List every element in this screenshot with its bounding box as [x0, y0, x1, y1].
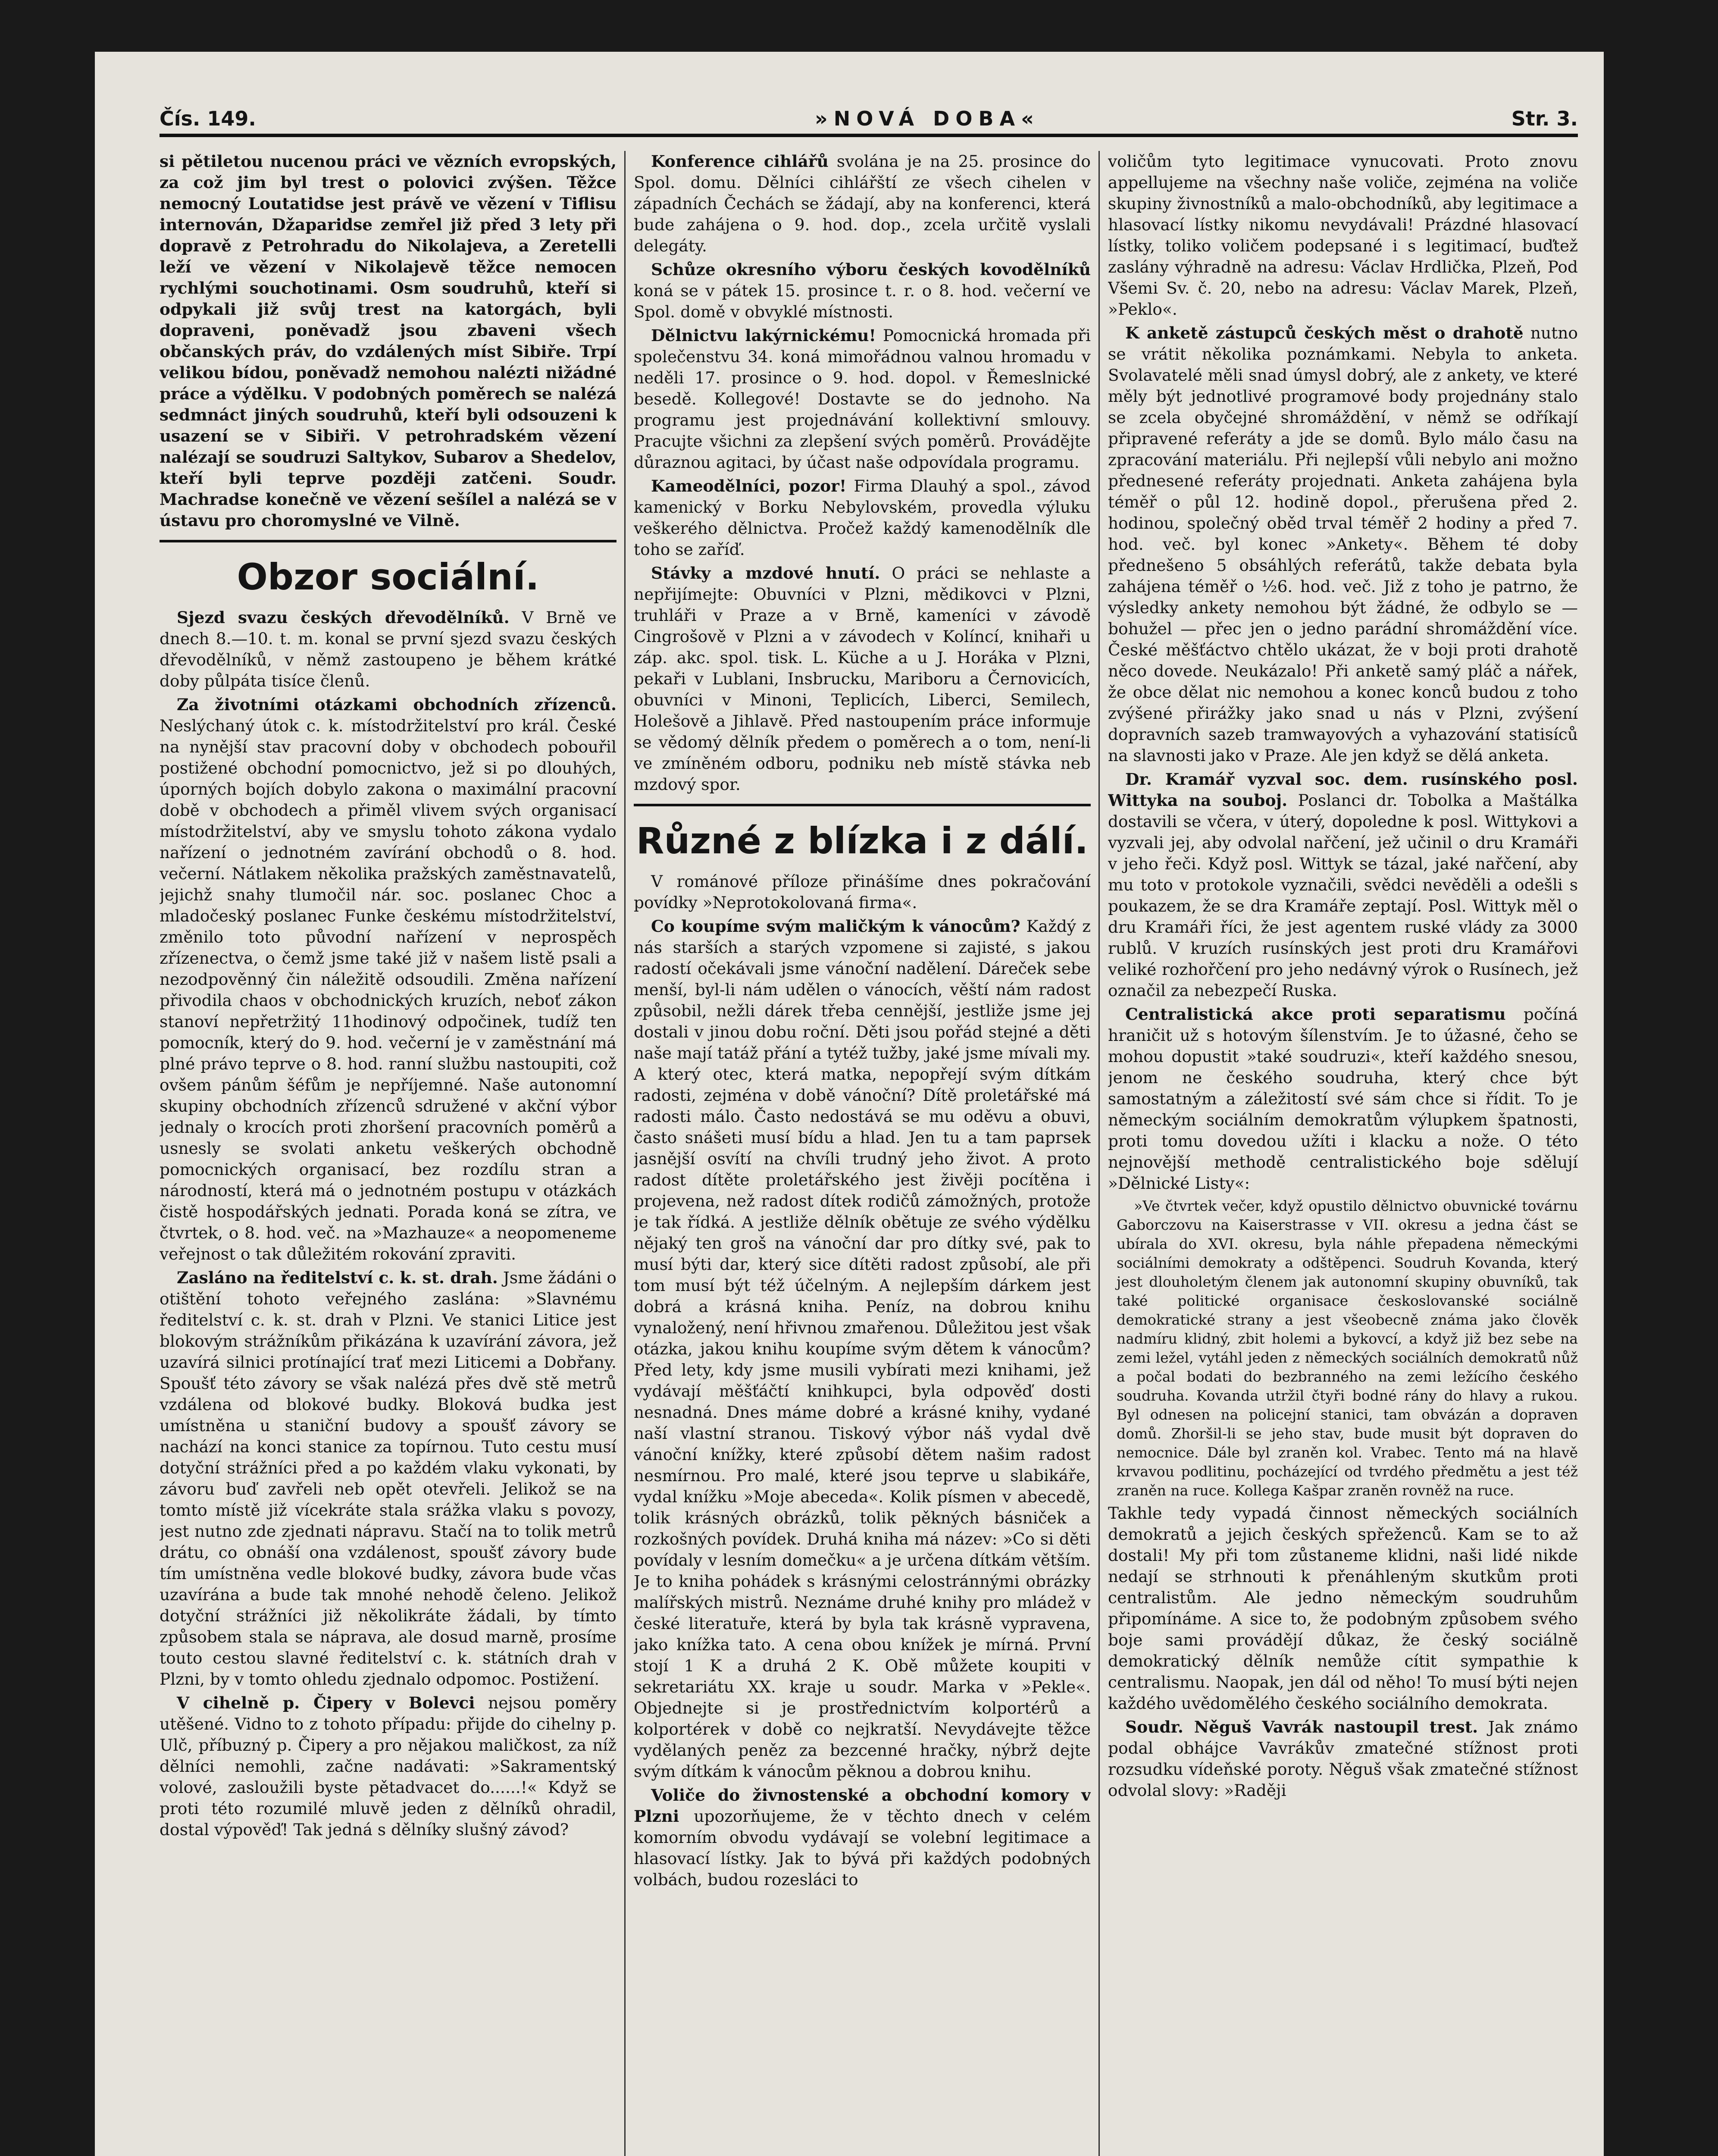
article-paragraph	[160, 1692, 616, 1840]
article-paragraph	[160, 1267, 616, 1690]
article-text: Jsme žádáni o otištění tohoto veřejného zaslána: »Slavnému ředitelství c. k. st. drah v Plzni. Ve stanici Litice jest blokovým strážníkům přikázána k uzavírání závora, jež uzavírá silnici protínající trať mezi Liticemi a Dobřany. Spoušť této závory se však nalézá přes dvě stě metrů vzdálena od blokové budky. Bloková budka jest umístněna u staniční budovy a spoušť závory se nachází na konci stanice za topírnou. Tuto cestu musí dotyční strážníci před a po každém vlaku vykonati, by závoru buď zavřeli neb opět otevřeli. Jelikož se na tomto místě již vícekráte stala srážka vlaku s povozy, jest nutno zde zjednati nápravu. Stačí na to tolik metrů drátu, co obnáší ona vzdálenost, spoušť závory bude tím umístněna vedle blokové budky, závora bude včas uzavírána a bude tak mnohé nehodě čeleno. Jelikož dotyční strážníci již několikráte žádali, by tímto způsobem stala se náprava, ale dosud marně, prosíme touto cestou slavné ředitelství c. k. státních drah v Plzni, by v tomto ohledu zjednalo odpomoc. Postižení.	[160, 1268, 616, 1689]
page-number: Str. 3.	[1511, 107, 1578, 130]
article-headline: Co koupíme svým maličkým k vánocům?	[651, 917, 1020, 936]
article-text: Firma Dlauhý a spol., závod kamenický v Borku Nebylovském, provedla výluku veškerého dělnictva. Pročež každý kamenodělník dle toho se zaříď.	[634, 476, 1091, 559]
article-paragraph	[634, 476, 1091, 560]
article-paragraph	[634, 151, 1091, 257]
article-text: Jak známo podal obhájce Vavrákův zmatečné stížnost proti rozsudku vídeňské poroty. Něguš však zmatečné stížnost odvolal slovy: »Raději	[1108, 1717, 1578, 1800]
article-paragraph	[634, 259, 1091, 323]
article-paragraph	[1108, 1717, 1578, 1801]
article-paragraph	[634, 325, 1091, 473]
article-paragraph	[634, 916, 1091, 1782]
column-divider	[624, 151, 626, 2156]
column-3	[1108, 151, 1578, 2156]
article-text: svolána je na 25. prosince do Spol. domu. Dělníci cihlářští ze všech cihelen v západních Čechách se žádají, aby na konferenci, která bude zahájena o 9. hod. dop., zcela určitě vyslali delegáty.	[634, 152, 1091, 255]
article-paragraph	[1108, 323, 1578, 766]
article-paragraph	[1108, 769, 1578, 1001]
article-headline: Soudr. Něguš Vavrák nastoupil trest.	[1125, 1717, 1478, 1736]
article-text: nejsou poměry utěšené. Vidno to z tohoto případu: přijde do cihelny p. Ulč, příbuzný p. Čipery a pro nějakou maličkost, za níž dělníci nemohli, začne nadávati: »Sakramentský volové, zasloužili byste pětadvacet do......!« Když se proti této rozumilé mluvě jeden z dělníků ohradil, dostal výpověď! Tak jedná s dělníky slušný závod?	[160, 1693, 616, 1839]
section-heading-various: Různé z blízka i z dálí.	[634, 804, 1091, 862]
article-paragraph: V románové příloze přinášíme dnes pokračování povídky »Neprotokolovaná firma«.	[634, 872, 1091, 912]
article-headline: Dělnictvu lakýrnickému!	[651, 326, 876, 345]
article-paragraph	[1108, 1004, 1578, 1194]
article-text: nutno se vrátit několika poznámkami. Nebyla to anketa. Svolavatelé měli snad úmysl dobrý, ale z ankety, ve které měly být jednotlivé programové body projednány stalo se zcela obyčejné shromáždění, v němž se odříkají připravené referáty a jde se domů. Bylo málo času na zpracování materiálu. Při nejlepší vůli nebylo ani možno přednesené referáty projednati. Anketa zahájena byla téměř o půl 12. hodině dopol., přerušena před 2. hodinou, společný oběd trval téměř 2 hodiny a před 7. hod. več. byl konec »Ankety«. Během té doby přednešeno 5 obsáhlých referátů, takže debata byla zahájena téměř o ½6. hod. več. Již z toho je patrno, že výsledky ankety nemohou být žádné, že odbylo se — bohužel — přec jen o jedno parádní shromáždění více. České měšťáctvo chtělo ukázat, že v boji proti drahotě něco dovede. Neukázalo! Při anketě samý pláč a nářek, že obce dělat nic nemohou a konec konců budou z toho zvýšené přirážky jako snad u nás v Plzni, zvýšení dopravních sazeb tramwayových a vyhazování statisíců na slavnosti jako v Praze. Ale jen když se dělá anketa.	[1108, 323, 1578, 765]
article-text: Každý z nás starších a starých vzpomene si zajisté, s jakou radostí očekávali jsme vánoční nadělení. Dáreček sebe menší, byl-li nám udělen o vánocích, věští nám radost způsobil, nežli dárek třeba cennější, jestliže jsme jej dostali v jinou dobu roční. Děti jsou pořád stejné a děti naše mají tatáž přání a tytéž tužby, jaké jsme mívali my. A který otec, která matka, nepopřejí svým dítkám radosti, zejména v době vánoční? Dítě proletářské má radosti málo. Často nedostává se mu oděvu a obuvi, často snášeti musí bídu a hlad. Jen tu a tam paprsek jasnější osvítí na chvíli trudný jeho život. A proto radost dítěte proletářského jest živěji pocítěna i projevena, než radost dítek rodičů zámožných, protože je tak řídká. A jestliže dělník obětuje ze svého výdělku nějaký ten groš na vánoční dar pro dítky své, pak to musí býti dar, který sice dítěti radost způsobí, ale při tom musí být též účelným. A nejlepším dárkem jest dobrá a krásná kniha. Peníz, na dobrou knihu vynaložený, není hřivnou zmařenou. Důležitou jest však otázka, jakou knihu koupíme svým dětem k vánocům? Před lety, kdy jsme musili vybírati mezi knihami, jež vydávají měšťáčtí knihkupci, byla odpověď dosti nesnadná. Dnes máme dobré a krásné knihy, vydané naší vlastní stranou. Tiskový výbor náš vydal dvě vánoční knížky, které způsobí dětem našim radost nesmírnou. Pro malé, které jsou teprve u slabikáře, vydal knížku »Moje abeceda«. Kolik písmen v abecedě, tolik krásných obrázků, tolik pěkných básniček a rozkošných povídek. Druhá kniha má název: »Co si děti povídaly v lesním domečku« a je určena dítkám větším. Je to kniha pohádek s krásnými celostránnými obrázky malířských mistrů. Neznáme druhé knihy pro mládež v české literatuře, která by byla tak krásně vypravena, jako knížka tato. A cena obou knížek je mírná. První stojí 1 K a druhá 2 K. Obě můžete koupiti v sekretariátu XX. kraje u soudr. Marka v »Pekle«. Objednejte si je prostřednictvím kolportérů a kolportérek v době co nejkratší. Nevydávejte těžce vydělaných peněz za bezcenné hračky, nýbrž dejte svým dítkám k vánocům pěknou a dobrou knihu.	[634, 917, 1091, 1781]
article-headline: Za životními otázkami obchodních zřízenců.	[177, 695, 616, 714]
article-headline: Dr. Kramář vyzval soc. dem. rusínského posl. Wittyka na souboj.	[1108, 770, 1578, 810]
article-text: koná se v pátek 15. prosince t. r. o 8. hod. večerní ve Spol. domě v obvyklé místnosti.	[634, 281, 1091, 321]
article-headline: Centralistická akce proti separatismu	[1125, 1005, 1506, 1024]
section-heading-social: Obzor sociální.	[160, 540, 616, 599]
article-headline: Voliče do živnostenské a obchodní komory v Plzni	[634, 1786, 1091, 1826]
article-headline: Schůze okresního výboru českých kovodělníků	[651, 260, 1091, 279]
column-divider	[1098, 151, 1100, 2156]
issue-number: Čís. 149.	[160, 107, 256, 130]
newspaper-title: »NOVÁ DOBA«	[815, 107, 1040, 130]
column-2	[634, 151, 1091, 2156]
article-text: Pomocnická hromada při společenstvu 34. koná mimořádnou valnou hromadu v neděli 17. prosince o 9. hod. dopol. v Řemeslnické besedě. Kollegové! Dostavte se do jednoho. Na programu jest projednávání kollektivní smlouvy. Pracujte všichni za zlepšení svých poměrů. Provádějte důraznou agitaci, by účast naše odpovídala programu.	[634, 326, 1091, 472]
article-headline: Konference cihlářů	[651, 152, 829, 171]
article-paragraph	[160, 607, 616, 692]
article-paragraph: Takhle tedy vypadá činnost německých sociálních demokratů a jejich českých spřeženců. Kam se to až dostali! My při tom zůstaneme klidni, naši lidé nikde nedají se strhnouti k přenáhleným skutkům proti centralistům. Ale jedno německým soudruhům připomínáme. A sice to, že podobným způsobem svého boje sami provádějí důkaz, že český sociálně demokratický dělník nemůže cítit sympathie k centralismu. Naopak, jen dál od něho! To musí býti nejen každého uvědomělého českého sociálního demokrata.	[1108, 1504, 1578, 1713]
article-headline: Kameodělníci, pozor!	[651, 476, 847, 495]
article-text: V Brně ve dnech 8.—10. t. m. konal se první sjezd svazu českých dřevodělníků, v němž zastoupeno je během krátké doby půlpáta tisíce členů.	[160, 608, 616, 690]
article-headline: V cihelně p. Čipery v Bolevci	[177, 1693, 475, 1712]
article-headline: Stávky a mzdové hnutí.	[651, 564, 880, 583]
article-headline: K anketě zástupců českých měst o drahotě	[1125, 323, 1524, 342]
article-continuation: si pětiletou nucenou práci ve vězních evropských, za což jim byl trest o polovici zvýšen. Těžce nemocný Loutatidse jest právě ve vězení v Tiflisu internován, Džaparidse zemřel již před 3 lety při dopravě z Petrohradu do Nikolajeva, a Zeretelli leží ve vězení v Nikolajevě těžce nemocen rychlými souchotinami. Osm soudruhů, kteří si odpykali již svůj trest na katorgách, byli dopraveni, poněvadž jsou zbaveni všech občanských práv, do vzdálených míst Sibiře. Trpí velikou bídou, poněvadž nemohou nalézti nižádné práce a výdělku. V podobných poměrech se nalézá sedmnáct jiných soudruhů, kteří byli odsouzeni k usazení se v Sibiři. V petrohradském vězení nalézají se soudruzi Saltykov, Subarov a Shedelov, kteří byli teprve později zatčeni. Soudr. Machradse konečně ve vězení sešílel a nalézá se v ústavu pro choromyslné ve Vilně.	[160, 152, 616, 530]
article-headline: Sjezd svazu českých dřevodělníků.	[177, 608, 510, 627]
article-text: Poslanci dr. Tobolka a Maštálka dostavili se včera, v úterý, dopoledne k posl. Wittykovi a vyzvali jej, aby odvolal nařčení, jež učinil o dru Kramáři v jeho řeči. Když posl. Wittyk se tázal, jaké nařčení, aby mu toto v protokole vyznačili, svědci nevěděli a odešli s poukazem, že se dra Kramáře zeptají. Posl. Wittyk měl o dru Kramáři říci, že jest agentem ruské vlády za 3000 rublů. V kruzích rusínských jest proti dru Kramářovi veliké rozhořčení pro jeho nedávný výrok o Rusínech, jež označil za nebezpečí Ruska.	[1108, 791, 1578, 1000]
article-text: O práci se nehlaste a nepřijímejte: Obuvníci v Plzni, mědikovci v Plzni, truhláři v Praze a v Brně, kameníci v závodě Cingrošově v Plzni a v závodech v Kolíncí, knihaři u záp. akc. spol. tisk. L. Küche a u J. Horáka v Plzni, pekaři v Lublani, Insbrucku, Mariboru a Černovicích, obuvníci v Minoni, Teplicích, Liberci, Semilech, Holešově a Jihlavě. Před nastoupením práce informuje se vědomý dělník předem o poměrech a o tom, není-li ve zmíněném odboru, podniku neb místě stávka neb mzdový spor.	[634, 564, 1091, 794]
article-paragraph	[634, 1785, 1091, 1890]
column-1	[160, 151, 616, 2156]
newspaper-page	[95, 52, 1604, 2156]
article-continuation: voličům tyto legitimace vynucovati. Proto znovu appellujeme na všechny naše voliče, zejména na voliče skupiny živnostníků a malo-obchodníků, aby legitimace a hlasovací lístky nikomu nevydávali! Prázdné hlasovací lístky, toliko voličem podepsané i s legitimací, buďtež zaslány výhradně na adresu: Václav Hrdlička, Plzeň, Pod Všemi Sv. č. 20, nebo na adresu: Václav Marek, Plzeň, »Peklo«.	[1108, 152, 1578, 319]
article-paragraph	[160, 694, 616, 1265]
article-text: Neslýchaný útok c. k. místodržitelství pro král. České na nynější stav pracovní doby v obchodech pobouřil postižené obchodní pomocnictvo, jež si po dlouhých, úporných bojích dobylo zakona o maximální pracovní době v obchodech a přiměl vlivem svých organisací místodržitelství, aby ve smyslu tohoto zákona vydalo nařízení o jednotném zavírání obchodů o 8. hod. večerní. Nátlakem několika pražských zaměstnavatelů, jejichž snahy tlumočil nár. soc. poslanec Choc a mladočeský poslanec Funke českému místodržitelství, změnilo toto původní nařízení v neprospěch zřízenectva, o čemž jsme také již v našem listě psali a nezodpověnný čin náležitě odsoudili. Změna nařízení přivodila chaos v obchodnických kruzích, neboť zákon stanoví nepřetržitý 11hodinový odpočinek, tudíž ten pomocník, který do 9. hod. večerní je v zaměstnání má plné právo teprve o 8. hod. ranní službu nastoupiti, což ovšem pánům šéfům je nepříjemné. Naše autonomní skupiny obchodních zřízenců sdružené v akční výbor jednaly o krocích proti zhoršení pracovních poměrů a usnesly se svolati anketu veškerých obchodně pomocnických organisací, bez rozdílu stran a národností, která má o jednotném postupu v otázkách čistě hospodářských jednati. Porada koná se zítra, ve čtvrtek, o 8. hod. več. na »Mazhauze« a neopomeneme veřejnost o tak důležitém rokování zpraviti.	[160, 716, 616, 1263]
article-paragraph	[634, 563, 1091, 795]
page-header	[160, 95, 1578, 137]
article-headline: Zasláno na ředitelství c. k. st. drah.	[177, 1268, 498, 1287]
article-text: upozorňujeme, že v těchto dnech v celém komorním obvodu vydávají se volební legitimace a hlasovací lístky. Jak to bývá při každých podobných volbách, budou rozesláci to	[634, 1807, 1091, 1889]
article-text: počíná hraničit už s hotovým šílenstvím. Je to úžasné, čeho se mohou dopustit »také soudruzi«, kteří každého snesou, jenom ne českého soudruha, který chce být samostatným a záležitostí své sám chce si řídit. To je německým sociálním demokratům výlupkem špatnosti, proti tomu dovedou užíti i klacku a nože. O této nejnovější methodě centralistického boje sdělují »Dělnické Listy«:	[1108, 1005, 1578, 1193]
quoted-report: »Ve čtvrtek večer, když opustilo dělnictvo obuvnické továrnu Gaborczovu na Kaiserstrasse v VII. okresu a jedna část se ubírala do XVI. okresu, byla náhle přepadena německými sociálními demokraty a odštěpenci. Soudruh Kovanda, který jest dlouholetým členem jak autonomní skupiny obuvníků, tak také politické organisace českoslovanské sociálně demokratické strany a jest všeobecně známa jako člověk nadmíru klidný, zbit holemi a bykovcí, a když již bez sebe na zemi ležel, vytáhl jeden z německých sociálních demokratů nůž a počal bodati do bezbranného na zemi ležícího českého soudruha. Kovanda utržil čtyři bodné rány do hlavy a rukou. Byl odnesen na policejní stanici, tam obvázán a dopraven domů. Zhoršil-li se jeho stav, bude musit být dopraven do nemocnice. Dále byl zraněn kol. Vrabec. Tento má na hlavě krvavou podlitinu, pocházející od tvrdého předmětu a jest též zraněn na ruce. Kollega Kašpar zraněn rovněž na ruce.	[1117, 1197, 1578, 1499]
